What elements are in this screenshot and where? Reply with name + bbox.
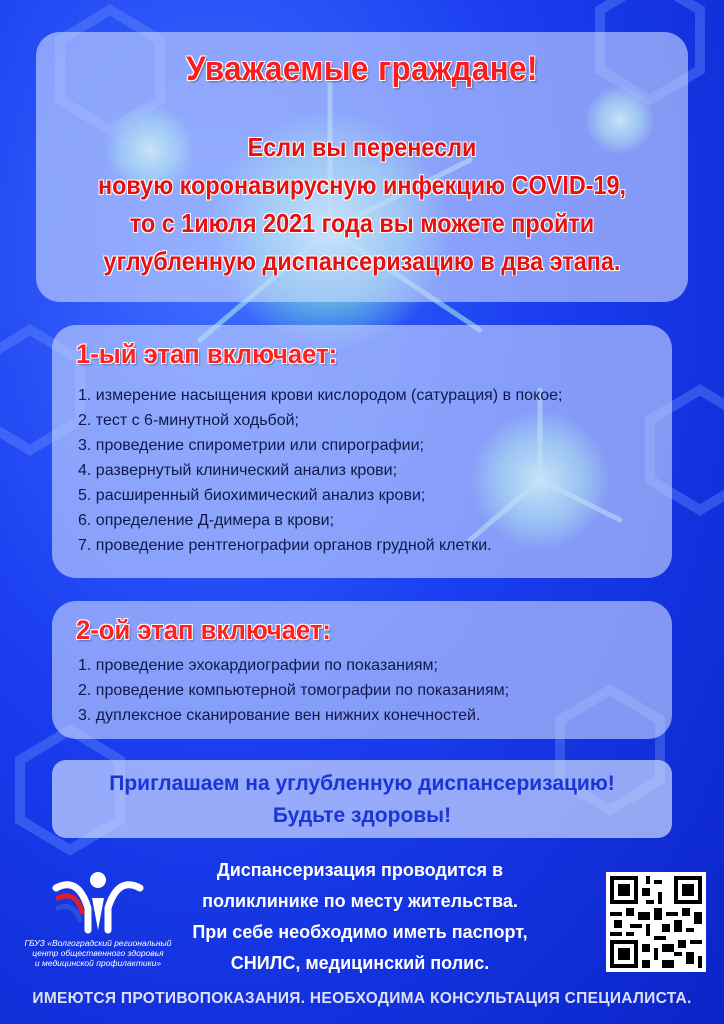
invite-message — [52, 768, 672, 832]
page-title: Уважаемые граждане! — [186, 50, 538, 88]
stage1-card — [52, 325, 672, 578]
stage2-list — [78, 653, 509, 728]
list-item: 5. расширенный биохимический анализ крови; — [78, 487, 426, 504]
stage1-title: 1-ый этап включает: — [76, 339, 338, 369]
invite-line: Приглашаем на углубленную диспансеризацию! — [109, 772, 615, 795]
list-item: 2. проведение компьютерной томографии по показаниям; — [78, 682, 510, 699]
logo-caption-line: ГБУЗ «Волгоградский региональный — [24, 938, 172, 948]
logo-caption-line: и медицинской профилактики» — [34, 958, 162, 968]
intro-message — [69, 128, 656, 280]
list-item: 3. проведение спирометрии или спирографии; — [78, 437, 424, 454]
list-item: 3. дуплексное сканирование вен нижних конечностей. — [78, 707, 481, 724]
stage1-list — [78, 383, 563, 558]
logo-caption — [18, 938, 178, 968]
qr-code-icon — [606, 872, 706, 972]
list-item: 1. проведение эхокардиографии по показаниям; — [78, 657, 438, 674]
stage2-title: 2-ой этап включает: — [76, 615, 331, 645]
footer-line: поликлинике по месту жительства. — [202, 891, 518, 911]
logo-caption-line: центр общественного здоровья — [32, 948, 164, 958]
invite-line: Будьте здоровы! — [272, 804, 452, 827]
invite-card — [52, 760, 672, 838]
intro-line: новую коронавирусную инфекцию COVID-19, — [97, 170, 627, 200]
stage2-card — [52, 601, 672, 739]
list-item: 4. развернутый клинический анализ крови; — [78, 462, 398, 479]
list-item: 7. проведение рентгенографии органов грудной клетки. — [78, 537, 492, 554]
health-center-logo-icon — [18, 868, 178, 938]
health-center-logo — [18, 868, 178, 983]
intro-line: то с 1июля 2021 года вы можете пройти — [129, 208, 595, 238]
list-item: 2. тест с 6-минутной ходьбой; — [78, 412, 299, 429]
footer-line: Диспансеризация проводится в — [216, 860, 504, 880]
footer-info — [160, 855, 560, 979]
list-item: 1. измерение насыщения крови кислородом (сатурация) в покое; — [78, 387, 563, 404]
list-item: 6. определение Д-димера в крови; — [78, 512, 335, 529]
disclaimer: ИМЕЮТСЯ ПРОТИВОПОКАЗАНИЯ. НЕОБХОДИМА КОНСУЛЬТАЦИЯ СПЕЦИАЛИСТА. — [32, 990, 692, 1007]
qr-code[interactable] — [606, 872, 706, 972]
footer-line: При себе необходимо иметь паспорт, — [192, 922, 528, 942]
intro-line: углубленную диспансеризацию в два этапа. — [103, 246, 621, 276]
footer-line: СНИЛС, медицинский полис. — [230, 953, 490, 973]
intro-card — [36, 32, 688, 302]
intro-line: Если вы перенесли — [247, 132, 477, 162]
